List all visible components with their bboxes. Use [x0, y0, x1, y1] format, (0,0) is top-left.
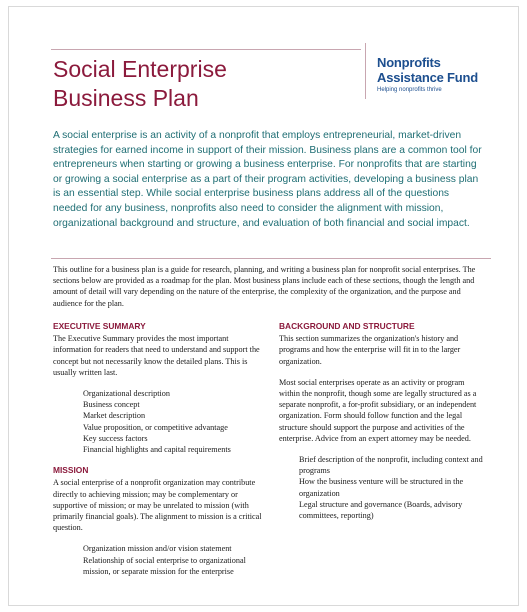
executive-summary-list	[53, 388, 263, 455]
mission-body: A social enterprise of a nonprofit organization may contribute directly to achieving mission; may be complementary or supportive of mission; or may be unrelated to mission (with primarily financial goals). The alignment to mission is a critical question.	[53, 478, 262, 533]
list-item: Key success factors	[83, 433, 148, 443]
mission-list	[53, 543, 263, 577]
logo-line-2: Assistance Fund	[377, 70, 479, 85]
background-list	[279, 454, 487, 521]
right-column	[279, 321, 487, 521]
list-item: Organization mission and/or vision statement	[83, 544, 232, 554]
logo-divider	[365, 43, 366, 99]
list-item: Relationship of social enterprise to organizational mission, or separate mission for the enterprise	[83, 555, 246, 576]
list-item: Value proposition, or competitive advantage	[83, 422, 228, 432]
page-title	[53, 55, 227, 113]
left-column	[53, 321, 263, 577]
mission-heading: MISSION	[53, 465, 89, 476]
list-item: Financial highlights and capital requirements	[83, 445, 231, 455]
list-item: Market description	[83, 411, 146, 421]
logo-line-1: Nonprofits	[377, 55, 441, 70]
list-item: Organizational description	[83, 389, 170, 399]
outline-paragraph: This outline for a business plan is a guide for research, planning, and writing a business plan for nonprofit social enterprises. The sections below are provided as a roadmap for the plan. Most business plans include each of these sections, though the length and amount of detail will vary depending on the nature of the enterprise, the complexity of the organization, and the purpose and audience for the plan.	[53, 265, 476, 308]
logo-tagline: Helping nonprofits thrive	[377, 87, 442, 93]
intro-paragraph: A social enterprise is an activity of a nonprofit that employs entrepreneurial, market-driven strategies for earned income in support of their mission. Business plans are a common tool for entrepreneurs when starting or growing a business enterprise. For nonprofits that are starting or growing a social enterprise as a part of their program activities, developing a business plan is an essential step. While social enterprise business plans address all of the questions needed for any business, nonprofits also need to consider the alignment with mission, organizational background and structure, and evaluation of both financial and social impact.	[53, 130, 482, 229]
header-rule	[51, 49, 361, 50]
title-line-1: Social Enterprise	[53, 56, 227, 82]
executive-summary-heading: EXECUTIVE SUMMARY	[53, 321, 146, 331]
background-body-2: Most social enterprises operate as an activity or program within the nonprofit, though some are legally structured as a separate nonprofit, a for-profit subsidiary, or an independent organization. Form should follow function and the legal structure should support the purpose and activities of the enterprise. Advice from an expert attorney may be needed.	[279, 377, 477, 443]
nonprofits-assistance-fund-logo	[377, 55, 478, 93]
list-item: Business concept	[83, 400, 140, 410]
background-heading: BACKGROUND AND STRUCTURE	[279, 321, 415, 331]
document-page	[8, 6, 519, 606]
list-item: How the business venture will be structured in the organization	[299, 477, 464, 498]
background-body-1: This section summarizes the organization's history and programs and how the enterprise will fit in to the larger organization.	[279, 334, 461, 366]
title-line-2: Business Plan	[53, 85, 199, 111]
list-item: Legal structure and governance (Boards, advisory committees, reporting)	[299, 499, 463, 521]
section-rule	[51, 258, 491, 259]
list-item: Brief description of the nonprofit, including context and programs	[299, 455, 483, 476]
executive-summary-body: The Executive Summary provides the most important information for readers that need to understand and support the concept but not necessarily know the detailed plans. This is usually written last.	[53, 334, 260, 377]
